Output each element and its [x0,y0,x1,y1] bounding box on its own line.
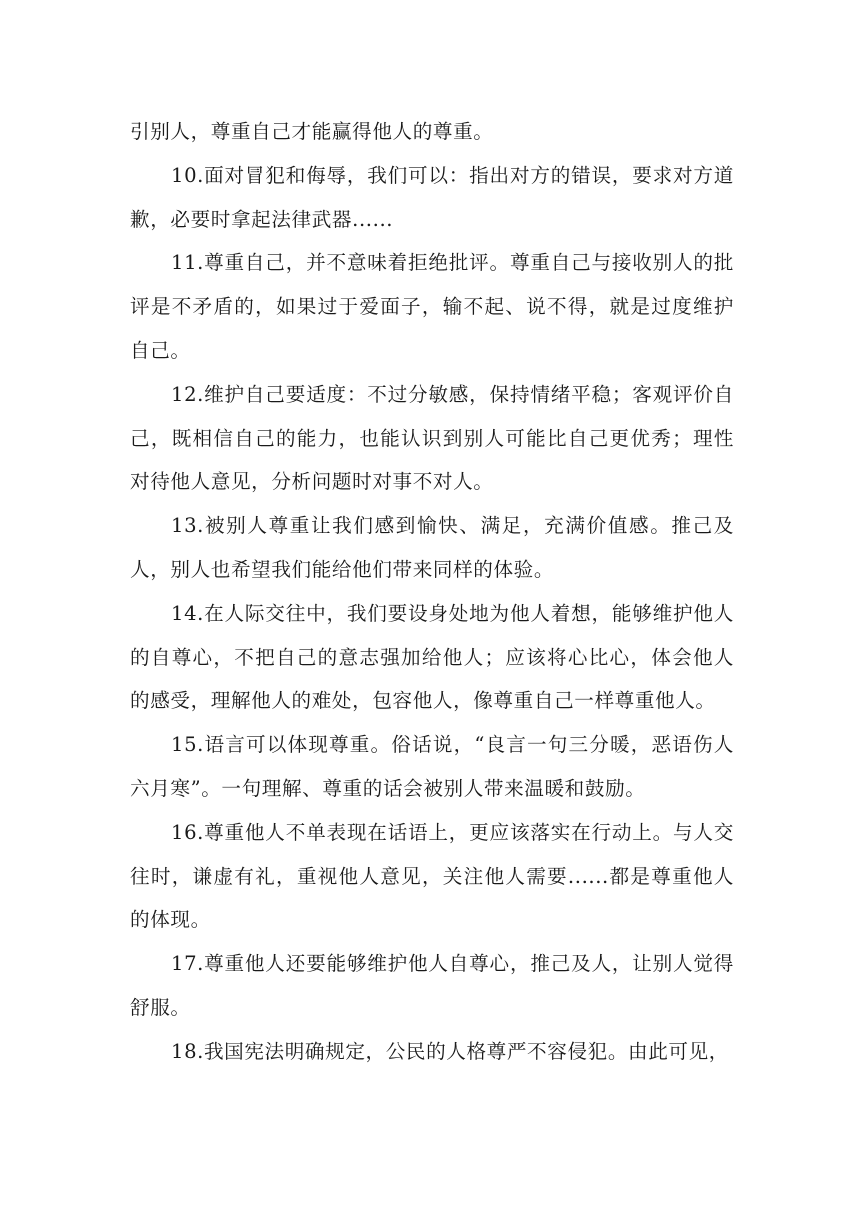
paragraph-item-14: 14.在人际交往中，我们要设身处地为他人着想，能够维护他人的自尊心，不把自己的意志强加给他人；应该将心比心，体会他人的感受，理解他人的难处，包容他人，像尊重自己一样尊重他人。 [130,601,734,713]
paragraph-item-17: 17.尊重他人还要能够维护他人自尊心，推己及人，让别人觉得舒服。 [130,952,734,1019]
paragraph-item-11: 11.尊重自己，并不意味着拒绝批评。尊重自己与接收别人的批评是不矛盾的，如果过于爱面子，输不起、说不得，就是过度维护自己。 [130,251,734,362]
paragraph-item-10: 10.面对冒犯和侮辱，我们可以：指出对方的错误，要求对方道歉，必要时拿起法律武器...... [130,163,734,231]
document-body [130,110,734,1074]
paragraph-item-18: 18.我国宪法明确规定，公民的人格尊严不容侵犯。由此可见， [171,1039,729,1063]
paragraph-item-15: 15.语言可以体现尊重。俗话说，“良言一句三分暖，恶语伤人六月寒”。一句理解、尊重的话会被别人带来温暖和鼓励。 [130,733,734,800]
paragraph-item-16: 16.尊重他人不单表现在话语上，更应该落实在行动上。与人交往时，谦虚有礼，重视他人意见，关注他人需要......都是尊重他人的体现。 [130,820,734,932]
paragraph-continuation: 引别人，尊重自己才能赢得他人的尊重。 [130,120,494,143]
paragraph-item-13: 13.被别人尊重让我们感到愉快、满足，充满价值感。推己及人，别人也希望我们能给他们带来同样的体验。 [130,514,734,581]
paragraph-item-12: 12.维护自己要适度：不过分敏感，保持情绪平稳；客观评价自己，既相信自己的能力，也能认识到别人可能比自己更优秀；理性对待他人意见，分析问题时对事不对人。 [130,382,734,494]
